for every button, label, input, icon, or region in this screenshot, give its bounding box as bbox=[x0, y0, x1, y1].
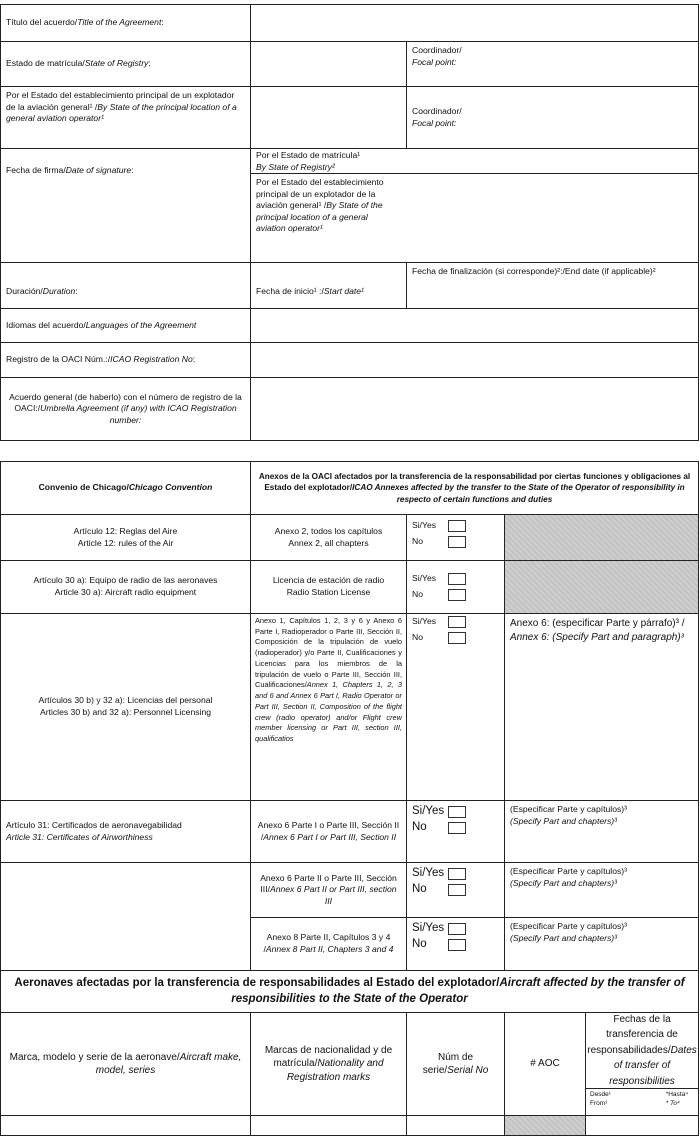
spec-en: Annex 6: (Specify Part and paragraph)³ bbox=[510, 631, 684, 643]
yes-label: Si/Yes bbox=[412, 616, 437, 627]
label-en: Title of the Agreement bbox=[77, 17, 162, 28]
spec-es: (Especificar Parte y capítulos)³ bbox=[510, 921, 628, 931]
label-suffix: : bbox=[161, 17, 164, 28]
umbrella-agreement-field[interactable] bbox=[250, 377, 699, 441]
aircraft-make-field[interactable] bbox=[0, 1115, 251, 1136]
spec-es: (Especificar Parte y capítulos)³ bbox=[510, 866, 628, 876]
article-es: Artículo 31: Certificados de aeronavegabilidad bbox=[6, 819, 182, 830]
no-label: No bbox=[412, 938, 427, 951]
article-es: Artículos 30 b) y 32 a): Licencias del personal bbox=[38, 695, 213, 706]
signature-registry-field[interactable] bbox=[250, 148, 699, 174]
annex-en: Annex 8 Part II, Chapters 3 and 4 bbox=[265, 944, 394, 954]
annex-en: Annex 1, Chapters 1, 2, 3 and 6 and Annex 6 Part I, Radio Operator or Part III, Section II, Composition of the flight crew (radio operator) and/or Flight crew member licensing or Part III, section III, qualificatios bbox=[255, 680, 402, 744]
label-es: Registro de la OACI Núm.:/ bbox=[6, 354, 111, 365]
label-es: Por el Estado del establecimiento principal de un explotador de la aviación general¹ / bbox=[6, 90, 235, 112]
label-es: Anexos de la OACI afectados por la transferencia de la responsabilidad por ciertas funciones y obligaciones al Estado del explotador/ bbox=[258, 472, 691, 493]
aoc-header bbox=[504, 1012, 586, 1116]
label-es: Fecha de inicio¹ :/ bbox=[256, 286, 324, 297]
label-en: Umbrella Agreement (if any) with ICAO Registration number: bbox=[40, 403, 237, 425]
yes-label: Si/Yes bbox=[412, 867, 445, 880]
header-es: Marcas de nacionalidad y de matrícula/ bbox=[264, 1044, 393, 1070]
header-en: Aircraft make, model, series bbox=[95, 1051, 242, 1076]
article-31-cell bbox=[0, 800, 251, 863]
annex-es: Anexo 8 Parte II, Capítulos 3 y 4 / bbox=[263, 932, 391, 954]
label-en: State of Registry bbox=[84, 58, 149, 69]
yes-no-cell bbox=[406, 560, 505, 614]
state-registry-field[interactable] bbox=[250, 41, 407, 87]
header-en: Dates of transfer of responsibilities bbox=[609, 1044, 697, 1087]
label-es: Fecha de firma/ bbox=[6, 165, 66, 175]
annex-2-cell bbox=[250, 514, 407, 561]
annex-es: Licencia de estación de radio bbox=[272, 575, 385, 586]
yes-label: Si/Yes bbox=[412, 573, 437, 584]
yes-checkbox[interactable] bbox=[448, 616, 466, 628]
annex-8-cell bbox=[250, 917, 407, 971]
label-en: By State of the principal location of a general aviation operator¹ bbox=[6, 101, 237, 124]
coordinator-label: Coordinador/ bbox=[412, 45, 462, 55]
serial-no-field[interactable] bbox=[406, 1115, 505, 1136]
yes-checkbox[interactable] bbox=[448, 806, 466, 818]
yes-checkbox[interactable] bbox=[448, 573, 466, 585]
header-es: Fechas de la transferencia de responsabilidades/ bbox=[587, 1013, 678, 1056]
spec-en: (Specify Part and chapters)³ bbox=[510, 815, 617, 826]
article-30b-32a-cell bbox=[0, 613, 251, 801]
from-es: Desde¹ bbox=[590, 1091, 611, 1098]
start-date-field[interactable] bbox=[250, 262, 407, 309]
yes-no-cell bbox=[406, 613, 505, 801]
transfer-dates-field[interactable] bbox=[585, 1115, 699, 1136]
article-en: Article 30 a): Aircraft radio equipment bbox=[54, 587, 197, 597]
yes-label: Si/Yes bbox=[412, 805, 445, 818]
no-checkbox[interactable] bbox=[448, 589, 466, 601]
annex-6-part2-cell bbox=[250, 862, 407, 918]
label-es: Duración/ bbox=[6, 286, 43, 297]
label-es: Por el Estado de matrícula¹ bbox=[256, 150, 361, 160]
shaded-cell bbox=[504, 514, 699, 561]
aircraft-make-header bbox=[0, 1012, 251, 1116]
serial-no-header bbox=[406, 1012, 505, 1116]
signature-principal-field[interactable] bbox=[250, 173, 699, 263]
no-checkbox[interactable] bbox=[448, 632, 466, 644]
end-date-label: Fecha de finalización (si corresponde)²:/End date (if applicable)² bbox=[412, 266, 656, 276]
annex-es: Anexo 6 Parte I o Parte III, Sección II / bbox=[257, 819, 400, 842]
transfer-dates-header bbox=[585, 1012, 699, 1089]
duration-label bbox=[0, 262, 251, 309]
label-es: Título del acuerdo/ bbox=[6, 17, 78, 28]
label-es: Acuerdo general (de haberlo) con el número de registro de la OACI:/ bbox=[9, 391, 242, 414]
header-en: Nationality and Registration marks bbox=[286, 1058, 384, 1083]
signature-date-label bbox=[0, 148, 251, 263]
aircraft-heading bbox=[0, 970, 699, 1013]
article-30a-cell bbox=[0, 560, 251, 614]
no-checkbox[interactable] bbox=[448, 822, 466, 834]
article-12-cell bbox=[0, 514, 251, 561]
article-en: Article 12: rules of the Air bbox=[77, 537, 174, 548]
yes-checkbox[interactable] bbox=[448, 923, 466, 935]
specify-chapters-field[interactable] bbox=[504, 862, 699, 918]
heading-es: Aeronaves afectadas por la transferencia de responsabilidades al Estado del explotador/ bbox=[14, 976, 500, 989]
focal-point-label: Focal point: bbox=[412, 117, 457, 128]
yes-checkbox[interactable] bbox=[448, 520, 466, 532]
coordinator-principal-field[interactable] bbox=[406, 86, 699, 149]
label-en: ICAO Registration No bbox=[110, 354, 193, 365]
icao-registration-field[interactable] bbox=[250, 342, 699, 378]
principal-location-field[interactable] bbox=[250, 86, 407, 149]
spec-en: (Specify Part and chapters)³ bbox=[510, 877, 617, 888]
no-label: No bbox=[412, 883, 427, 896]
label-suffix: : bbox=[192, 354, 196, 365]
spec-es: (Especificar Parte y capítulos)³ bbox=[510, 804, 628, 814]
annex-es: Anexo 1, Capítulos 1, 2, 3 y 6 y Anexo 6 Parte I, Radioperador o Parte III, Sección II, Composición de la tripulación de vuelo (radioperador) y/o Parte II, Cualificaciones y Licencias para los miembros de la tripulación de vuelo o Parte III, Sección III, Cualificaciones/ bbox=[255, 616, 402, 690]
no-checkbox[interactable] bbox=[448, 884, 466, 896]
annex-en: Annex 6 Part I or Part III, Section II bbox=[263, 831, 397, 842]
annex-es: Anexo 2, todos los capítulos bbox=[274, 525, 383, 536]
languages-field[interactable] bbox=[250, 308, 699, 343]
label-suffix: : bbox=[148, 58, 151, 69]
specify-chapters-field[interactable] bbox=[504, 800, 699, 863]
label-es: Convenio de Chicago/ bbox=[38, 482, 129, 493]
article-es: Artículo 12: Reglas del Aire bbox=[73, 525, 178, 536]
label-suffix: : bbox=[131, 165, 134, 175]
aoc-field-shaded bbox=[504, 1115, 586, 1136]
label-en: ICAO Annexes affected by the transfer to the State of the Operator of responsibility in respecto of certain functions and duties bbox=[352, 483, 685, 504]
principal-location-label bbox=[0, 86, 251, 149]
registration-marks-field[interactable] bbox=[250, 1115, 407, 1136]
no-checkbox[interactable] bbox=[448, 536, 466, 548]
annex-es: Anexo 6 Parte II o Parte III, Sección III/ bbox=[260, 872, 397, 895]
yes-checkbox[interactable] bbox=[448, 868, 466, 880]
header-es: Núm de serie/ bbox=[422, 1051, 473, 1076]
no-label: No bbox=[412, 536, 423, 547]
yes-label: Si/Yes bbox=[412, 520, 437, 531]
umbrella-agreement-label bbox=[0, 377, 251, 441]
languages-label bbox=[0, 308, 251, 343]
label-en: By State of Registry² bbox=[256, 161, 335, 172]
icao-annexes-header bbox=[250, 461, 699, 515]
annex-6-part1-cell bbox=[250, 800, 407, 863]
annex-en: Radio Station License bbox=[286, 587, 371, 597]
shaded-cell bbox=[504, 560, 699, 614]
title-field[interactable] bbox=[250, 4, 699, 42]
coordinator-registry-field[interactable] bbox=[406, 41, 699, 87]
yes-no-cell bbox=[406, 800, 505, 863]
empty-article-cell bbox=[0, 862, 251, 971]
heading-en: Aircraft affected by the transfer of responsibilities to the State of the Operator bbox=[231, 976, 685, 1005]
header-text: # AOC bbox=[530, 1058, 560, 1070]
label-en: Chicago Convention bbox=[128, 482, 213, 493]
title-label bbox=[0, 4, 251, 42]
specify-chapters-field[interactable] bbox=[504, 917, 699, 971]
label-en: Start date¹ bbox=[323, 286, 364, 297]
label-suffix: : bbox=[75, 286, 78, 297]
yes-no-cell bbox=[406, 917, 505, 971]
spec-en: (Specify Part and chapters)³ bbox=[510, 932, 617, 943]
label-es: Estado de matrícula/ bbox=[6, 58, 85, 69]
label-en: Duration bbox=[42, 286, 76, 297]
header-en: Serial No bbox=[447, 1065, 489, 1076]
no-label: No bbox=[412, 632, 423, 643]
specify-part-field[interactable] bbox=[504, 613, 699, 801]
article-en: Article 31: Certificates of Airworthiness bbox=[6, 831, 153, 842]
focal-point-label: Focal point: bbox=[412, 56, 457, 67]
yes-no-cell bbox=[406, 514, 505, 561]
article-es: Artículo 30 a): Equipo de radio de las aeronaves bbox=[33, 575, 218, 586]
icao-registration-label bbox=[0, 342, 251, 378]
header-es: Marca, modelo y serie de la aeronave/ bbox=[9, 1051, 180, 1063]
label-es: Idiomas del acuerdo/ bbox=[6, 319, 86, 330]
yes-label: Si/Yes bbox=[412, 922, 445, 935]
yes-no-cell bbox=[406, 862, 505, 918]
label-en: By State of the principal location of a general aviation operator¹ bbox=[256, 200, 383, 234]
radio-license-cell bbox=[250, 560, 407, 614]
label-en: Languages of the Agreement bbox=[85, 319, 197, 330]
article-en: Articles 30 b) and 32 a): Personnel Licensing bbox=[39, 707, 212, 717]
label-en: Date of signature bbox=[65, 165, 132, 175]
no-checkbox[interactable] bbox=[448, 939, 466, 951]
to-en: * To⁴ bbox=[665, 1099, 680, 1107]
state-registry-label bbox=[0, 41, 251, 87]
to-es: *Hasta⁴ bbox=[665, 1091, 688, 1098]
no-label: No bbox=[412, 589, 423, 600]
coordinator-label: Coordinador/ bbox=[412, 105, 462, 116]
annex-1-6-cell bbox=[250, 613, 407, 801]
label-es: Por el Estado del establecimiento principal de un explotador de la aviación general¹ / bbox=[256, 177, 384, 211]
registration-marks-header bbox=[250, 1012, 407, 1116]
from-to-subheader bbox=[585, 1088, 699, 1116]
annex-en: Annex 2, all chapters bbox=[288, 537, 369, 548]
no-label: No bbox=[412, 821, 427, 834]
end-date-field[interactable] bbox=[406, 262, 699, 309]
spec-es: Anexo 6: (especificar Parte y párrafo)³ / bbox=[510, 618, 685, 629]
from-en: From¹ bbox=[590, 1099, 608, 1107]
chicago-convention-header bbox=[0, 461, 251, 515]
annex-en: Annex 6 Part II or Part III, section III bbox=[269, 884, 397, 906]
